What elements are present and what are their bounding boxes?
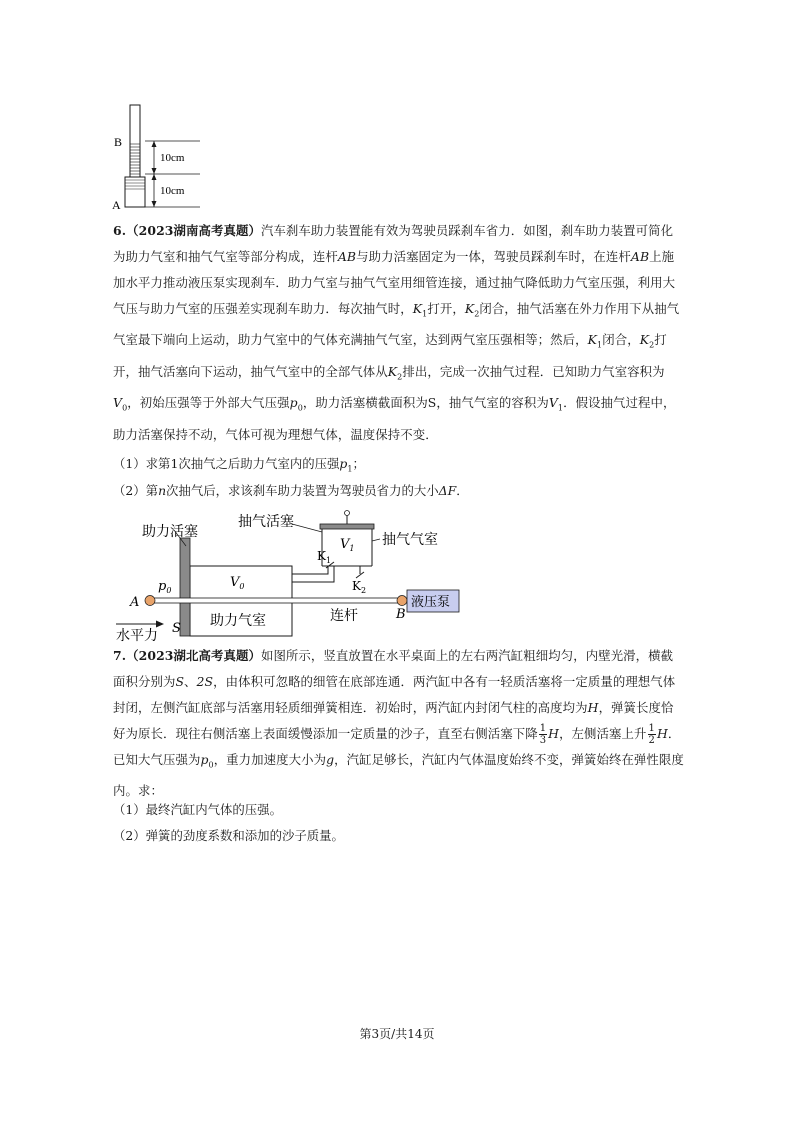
sym-h-3: H (656, 726, 668, 741)
question-6-text: 6.（2023湖南高考真题）汽车刹车助力装置能有效为驾驶员踩刹车省力．如图，刹车助力装置可简化为助力气室和抽气气室等部分构成，连杆AB与助力活塞固定为一体，驾驶员踩刹车时，在连杆AB上施加水平力推动液压泵实现刹车．助力气室与抽气气室用细管连接，通过抽气降低助力气室压强，利用大气压与助力气室的压强差实现刹车助力．每次抽气时，$K_1$打开，$K_2$闭合，抽气活塞在外力作用下从抽气气室最下端向上运动，助力气室中的气体充满抽气气室，达到两气室压强相等；然后，$K_1$闭合，$K_2$打开，抽气活塞向下运动，抽气气室中的全部气体从$K_2$排出，完成一次抽气过程．已知助力气室容积为$V_0$，初始压强等于外部大气压强$p_0$，助力活塞横截面积为S，抽气气室的容积为$V_1$．假设抽气过程中，助力活塞保持不动，气体可视为理想气体，温度保持不变． (113, 223, 680, 442)
q7-text-1b: ，由体积可忽略的细管在底部连通．两汽缸中各有一轻质活塞将一定质量的理想气体封闭，左侧汽缸底部与活塞用轻质细弹簧相连．初始时，两汽缸内封闭气柱的高度均为 (113, 674, 676, 715)
q6-text-3: 打开， (427, 301, 465, 316)
sym-p0: p (289, 395, 298, 411)
sym-k1-2: K (587, 332, 598, 348)
sym-k2: K (464, 301, 475, 316)
pump-piston (320, 524, 374, 529)
b-label: B (396, 607, 406, 622)
rod (154, 598, 406, 603)
q6-text-4: 闭合，抽气活塞在外力作用下从抽气气室最下端向上运动，助力气室中的气体充满抽气气室，达到两气室压强相等；然后， (113, 301, 680, 348)
q6-sub1-text: （1）求第1次抽气之后助力气室内的压强 (113, 456, 340, 471)
q6-text-2: 上施加水平力推动液压泵实现刹车．助力气室与抽气气室用细管连接，通过抽气降低助力气室压强，利用大气压与助力气室的压强差实现刹车助力．每次抽气时， (113, 249, 676, 316)
q6-number: 6. (113, 223, 127, 238)
label-b: B (114, 135, 123, 149)
sym-p0-q7: p (200, 752, 209, 767)
q7-sub1: （1）最终汽缸内气体的压强。 (113, 802, 282, 817)
q7-sub2: （2）弹簧的劲度系数和添加的沙子质量。 (113, 828, 344, 843)
a-label: A (130, 595, 140, 610)
q6-text-1: 与助力活塞固定为一体，驾驶员踩刹车时，在连杆 (356, 249, 631, 264)
q6-text-6: 打开，抽气活塞向下运动，抽气气室中的全部气体从 (113, 332, 667, 379)
v0-label: $V_0$ (230, 575, 245, 591)
question-6 (113, 218, 685, 448)
booster-piston (180, 538, 190, 636)
pump-piston-label: 抽气活塞 (238, 514, 294, 530)
sym-p1: p (339, 456, 348, 471)
fraction-one-half: $\frac{1}{2}$ (648, 723, 655, 746)
pump-label: 液压泵 (411, 595, 451, 610)
sym-ab-2: AB (630, 249, 650, 264)
q6-text-9: ，助力活塞横截面积为S，抽气气室的容积为 (302, 395, 549, 411)
q7-text-4: ．已知大气压强为 (113, 726, 681, 767)
point-b-ball (397, 596, 407, 606)
q6-sub2-end: ． (456, 483, 469, 498)
q7-text-5: ，重力加速度大小为 (213, 752, 327, 767)
sym-h-2: H (548, 726, 560, 741)
rod-label: 连杆 (330, 608, 358, 624)
q6-text-8: ，初始压强等于外部大气压强 (127, 395, 290, 411)
q6-sub1: （1）求第1次抽气之后助力气室内的压强$p_1$； (113, 456, 365, 474)
sym-s: S (175, 674, 185, 689)
k2-label: $K_2$ (352, 579, 367, 595)
sym-2s: 2S (196, 674, 214, 689)
q6-sub2 (113, 478, 469, 504)
q6-sub2-a: （2）第 (113, 483, 159, 498)
dim-lower: 10cm (160, 185, 185, 197)
q6-source: （2023湖南高考真题） (126, 223, 261, 238)
brake-booster-figure (110, 506, 490, 646)
chamber-label: 助力气室 (210, 613, 266, 629)
sym-k1: K (412, 301, 423, 316)
question-7-text: 7.（2023湖北高考真题）如图所示，竖直放置在水平桌面上的左右两汽缸粗细均匀，内壁光滑，横截面积分别为S、2S，由体积可忽略的细管在底部连通．两汽缸中各有一轻质活塞将一定质量的理想气体封闭，左侧汽缸底部与活塞用轻质细弹簧相连．初始时，两汽缸内封闭气柱的高度均为H，弹簧长度恰好为原长．现往右侧活塞上表面缓慢添加一定质量的沙子，直至右侧活塞下降 $\frac{1}{3}$ H，左侧活塞上升 $\frac{1}{2}$ H．已知大气压强为$p_0$，重力加速度大小为g，汽缸足够长，汽缸内气体温度始终不变，弹簧始终在弹性限度内。求： (113, 648, 684, 799)
sym-v1: V (548, 395, 558, 411)
question-7 (113, 643, 685, 804)
page-footer: 第3页/共14页 (359, 1027, 435, 1041)
sym-delta-f: ΔF (438, 483, 457, 498)
q6-text-5: 闭合， (602, 332, 640, 348)
q7-sep: 、 (184, 674, 197, 689)
sym-v0: V (113, 395, 123, 411)
piston-label: 助力活塞 (142, 524, 198, 540)
q7-text-2: ，弹簧长度恰好为原长．现往右侧活塞上表面缓慢添加一定质量的沙子，直至右侧活塞下降 (113, 700, 674, 741)
point-a-ball (145, 596, 155, 606)
fraction-one-third: $\frac{1}{3}$ (539, 723, 547, 746)
q7-text-1: 如图所示，竖直放置在水平桌面上的左右两汽缸粗细均匀，内壁光滑，横截面积分别为 (113, 648, 674, 689)
sym-g: g (326, 752, 335, 767)
s-label: S (172, 621, 181, 636)
q7-text-3: ，左侧活塞上升 (559, 726, 647, 741)
v1-label: $V_1$ (340, 537, 355, 553)
force-label: 水平力 (116, 628, 158, 644)
k1-label: $K_1$ (317, 549, 332, 565)
q7-number: 7. (113, 648, 127, 663)
sym-h: H (587, 700, 599, 715)
q6-text-0: 汽车刹车助力装置能有效为驾驶员踩刹车省力．如图，刹车助力装置可简化为助力气室和抽气气室等部分构成，连杆 (113, 223, 674, 264)
q6-sub1-end: ； (352, 456, 365, 471)
pump-chamber-label: 抽气气室 (382, 532, 438, 548)
q7-text-6: ，汽缸足够长，汽缸内气体温度始终不变，弹簧始终在弹性限度内。求： (113, 752, 684, 799)
q6-text-10: ．假设抽气过程中，助力活塞保持不动，气体可视为理想气体，温度保持不变． (113, 395, 676, 442)
label-a: A (112, 198, 121, 212)
q6-text-7: 排出，完成一次抽气过程．已知助力气室容积为 (402, 363, 665, 379)
q6-sub2-b: 次抽气后，求该刹车助力装置为驾驶员省力的大小 (166, 483, 439, 498)
p0-label: $p_0$ (158, 579, 172, 595)
sym-ab: AB (337, 249, 357, 264)
dim-upper: 10cm (160, 152, 185, 164)
tube-figure (108, 100, 308, 220)
q7-source: （2023湖北高考真题） (126, 648, 261, 663)
sym-k2-3: K (387, 363, 398, 379)
sym-k2-2: K (639, 332, 650, 348)
sym-n: n (158, 483, 167, 498)
